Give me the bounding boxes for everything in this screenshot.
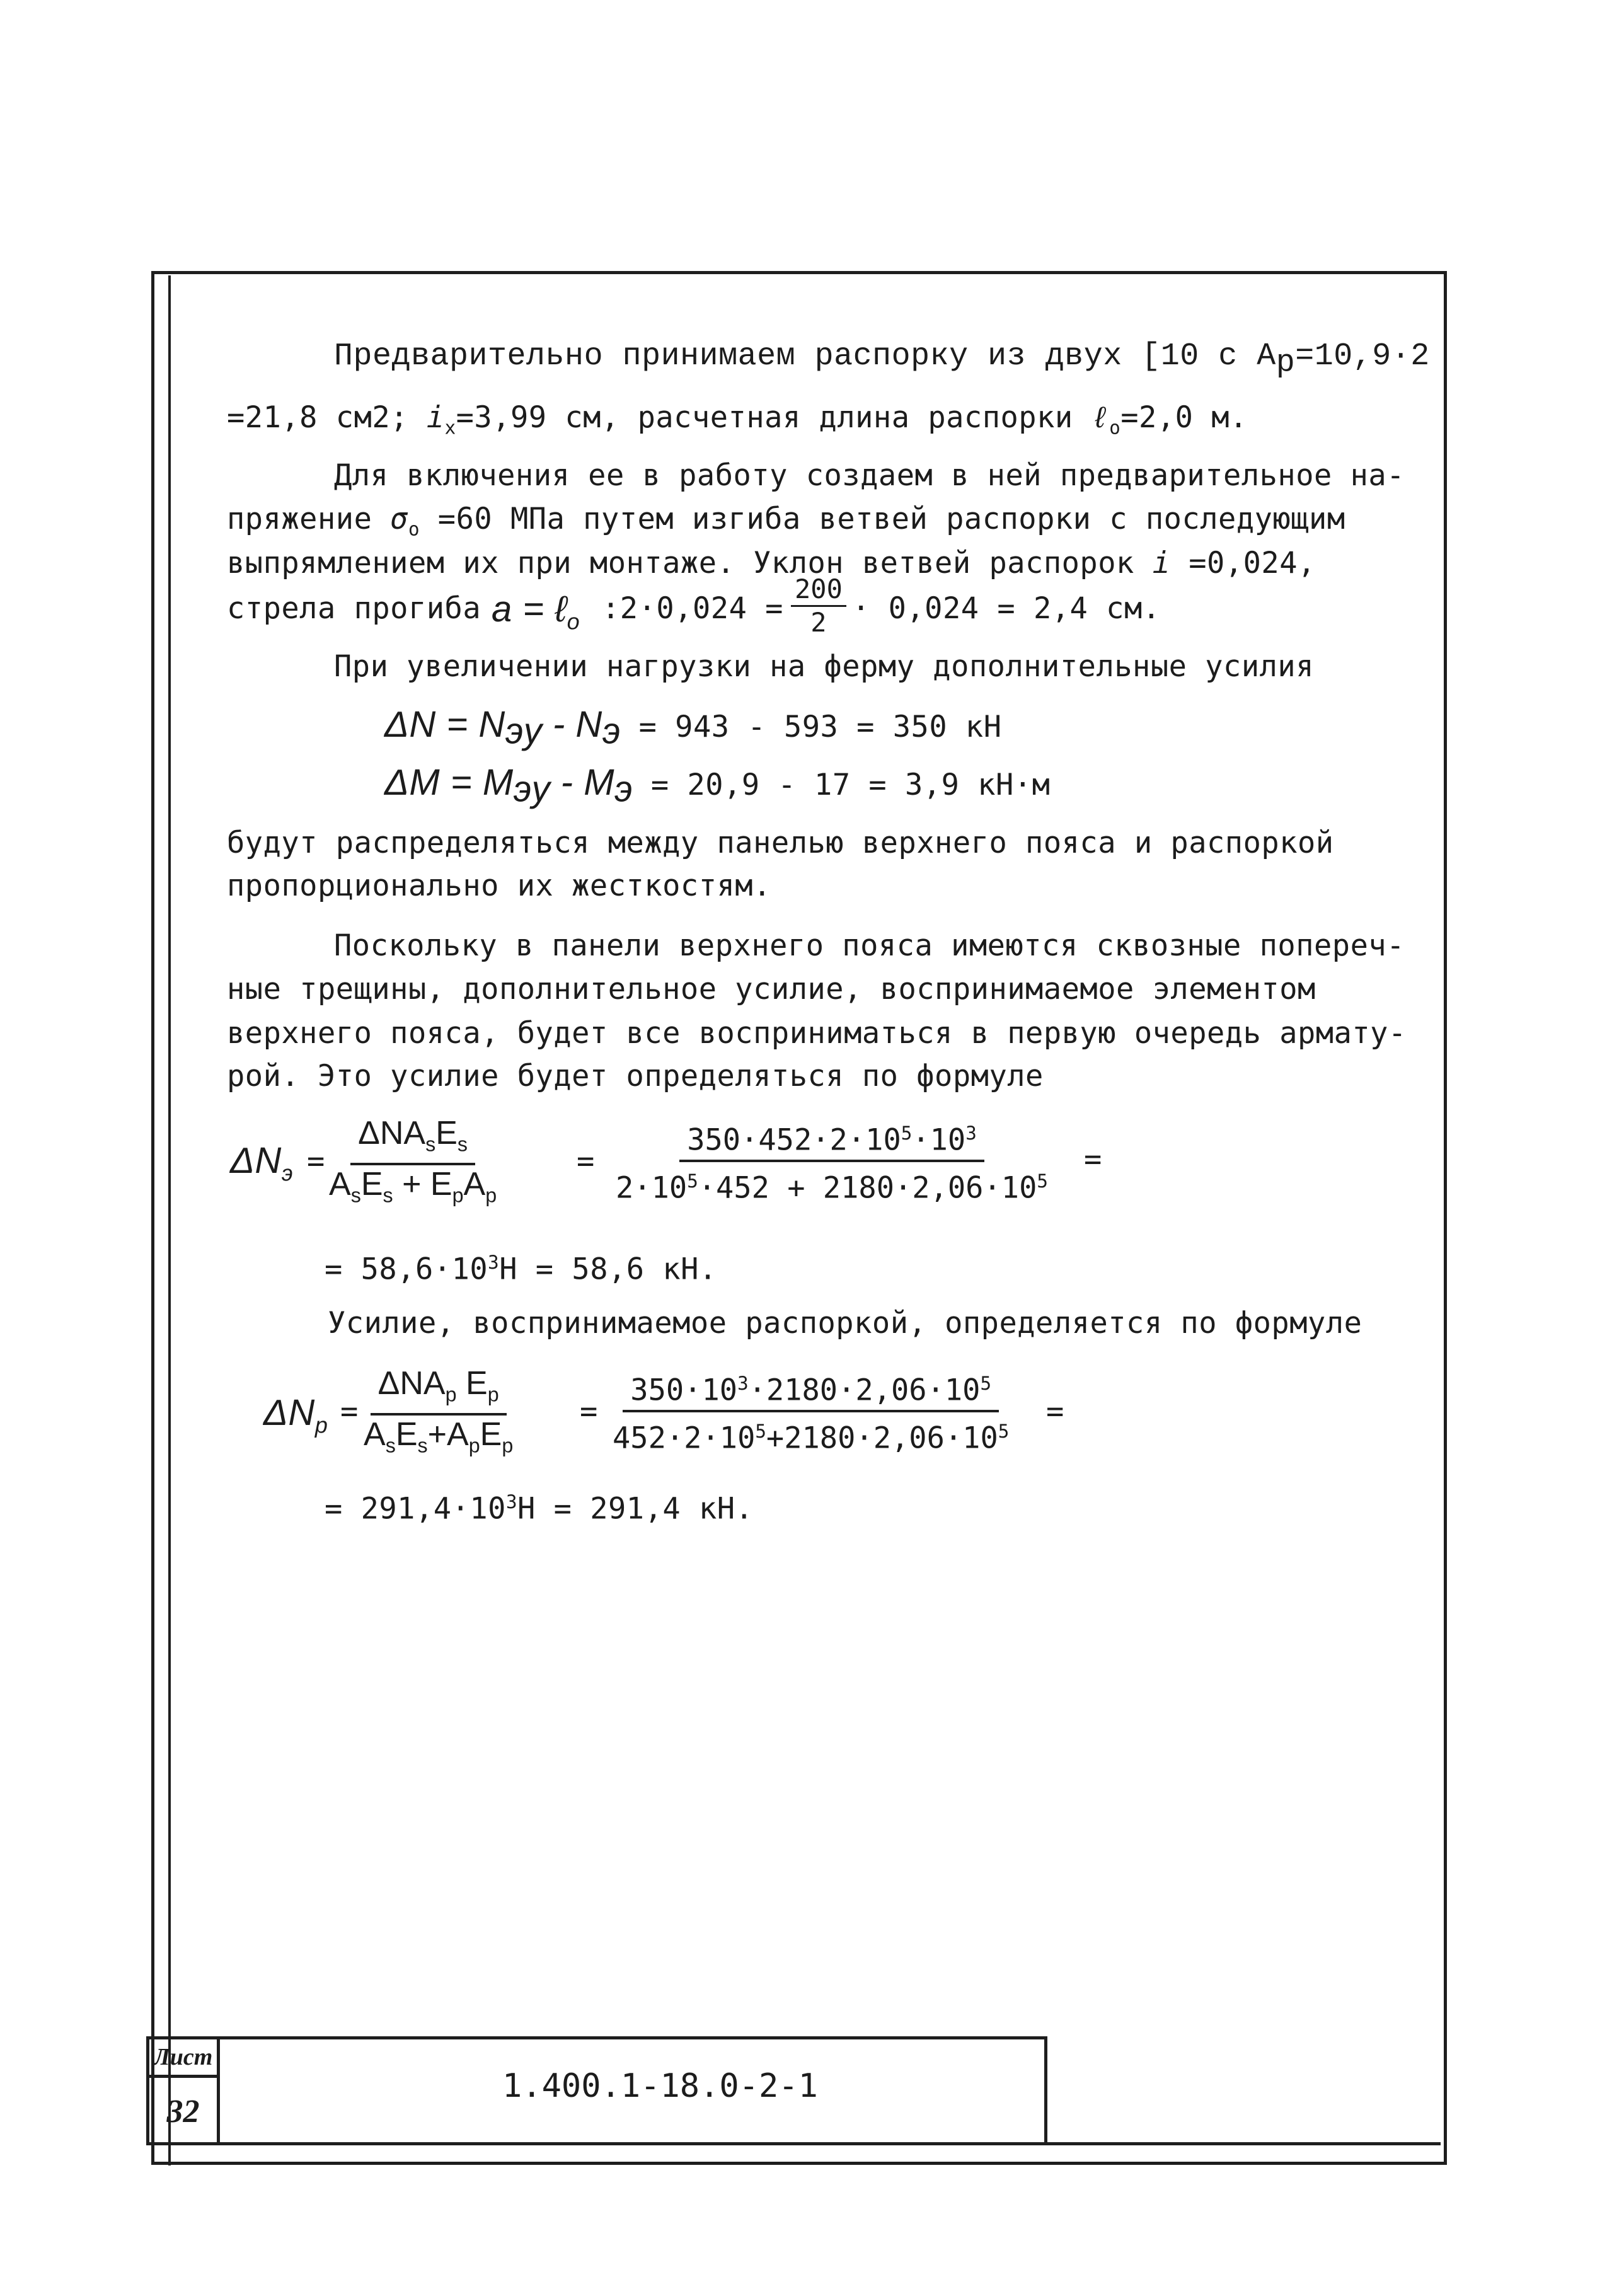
f2-result-a: = 291,4·10	[325, 1491, 506, 1526]
f1-frac1-den-sub4: p	[485, 1184, 497, 1207]
p4-line-1: Поскольку в панели верхнего пояса имеются сквозные попереч-	[334, 928, 1405, 963]
f1-frac2-den-a: 2·10	[616, 1170, 688, 1206]
f2-eq: =	[340, 1394, 359, 1429]
p2-line-2-sigma: σ	[390, 502, 408, 536]
f1-frac1-den-d: A	[463, 1166, 486, 1203]
p1-line-2-i: i	[426, 400, 445, 435]
f1-frac2-den-sup1: 5	[687, 1170, 698, 1192]
p3-eq-2	[384, 763, 1050, 809]
f1-lhs	[230, 1141, 293, 1194]
f2-frac2-den-b: +2180·2,06·10	[766, 1421, 998, 1456]
f1-frac2-num-sup2: 3	[965, 1122, 977, 1144]
sheet-number: 32	[149, 2078, 220, 2145]
p3-eq-2-lhs: ΔM = M	[384, 762, 514, 803]
f2-frac1-num	[371, 1364, 507, 1416]
p3-eq-1-sub-2: э	[602, 710, 621, 752]
f1-frac1-num-sub1: s	[425, 1133, 436, 1156]
p2-line-4-b: :2·0,024 =	[602, 591, 783, 626]
p2-line-4-c: · 0,024 = 2,4 см.	[852, 591, 1161, 626]
f1-frac1-den-a: A	[329, 1166, 351, 1203]
f1-frac2-num-sup1: 5	[901, 1122, 913, 1144]
f2-frac2-num-sup2: 5	[980, 1373, 992, 1394]
f2-frac1-num-a: ΔNA	[377, 1365, 446, 1402]
f2-frac1-den-sub2: s	[417, 1434, 428, 1457]
f2-frac1-den-c: +A	[427, 1416, 469, 1453]
p1-line-2-l: ℓ	[1091, 400, 1110, 435]
p3-eq-1-mid: - N	[542, 704, 602, 745]
p2-line-3-tail: =0,024,	[1170, 546, 1316, 580]
f2-frac1-num-sub1: p	[445, 1383, 457, 1406]
f1-frac2-den-sup2: 5	[1037, 1170, 1048, 1192]
f2-frac1-den-d: E	[480, 1416, 502, 1453]
p3-eq-1-lhs: ΔN = N	[384, 704, 505, 745]
f1-fraction-2	[608, 1114, 1056, 1207]
f2-frac2-den-sup1: 5	[755, 1420, 766, 1442]
f2-frac1-den-a: A	[364, 1416, 386, 1453]
f2-lhs	[263, 1393, 328, 1446]
p4-line-2: ные трещины, дополнительное усилие, воспринимаемое элементом	[227, 972, 1316, 1006]
f2-frac2-den-a: 452·2·10	[613, 1421, 756, 1456]
p3-eq-2-mid: - M	[550, 762, 615, 803]
p2-line-3	[227, 546, 1316, 581]
f2-frac1-den-sub3: p	[468, 1434, 480, 1457]
f1-lhs-sub: э	[281, 1160, 293, 1186]
f1-frac1-den-c: + E	[393, 1166, 452, 1203]
f1-frac1-den-b: E	[360, 1166, 383, 1203]
p3-eq-2-sub-1: эу	[513, 768, 551, 810]
p1-line-2-c: =2,0 м.	[1120, 400, 1248, 435]
f1-eq-2: =	[577, 1144, 595, 1179]
p5-line-1: Усилие, воспринимаемое распоркой, определяется по формуле	[328, 1306, 1362, 1341]
p2-line-4-a: стрела прогиба	[227, 591, 481, 626]
f1-frac2-den-b: ·452 + 2180·2,06·10	[698, 1170, 1037, 1206]
f1-frac2-den	[608, 1162, 1056, 1208]
p3-line-1: При увеличении нагрузки на ферму дополнительные усилия	[334, 649, 1315, 684]
p2-line-4-formula-sub: o	[567, 608, 580, 635]
f1-frac1-num-a: ΔNA	[358, 1115, 426, 1151]
f2-fraction-2	[605, 1364, 1016, 1457]
f2-result-sup: 3	[505, 1491, 518, 1513]
f2-lhs-sub: p	[314, 1412, 328, 1438]
p2-line-2-a: пряжение	[227, 502, 391, 536]
p1-line-1-tail: =10,9·2	[1295, 338, 1430, 374]
p3-eq-2-sub-2: э	[614, 768, 633, 810]
p2-line-1: Для включения ее в работу создаем в ней предварительное на-	[334, 458, 1405, 493]
f2-frac2-num-sup1: 3	[737, 1373, 749, 1394]
f2-frac2-num-b: ·2180·2,06·10	[748, 1373, 981, 1408]
f1-frac2-num-b: ·10	[912, 1122, 966, 1158]
p2-line-2-sigma-sub: o	[408, 518, 420, 540]
f2-frac1-den-sub4: p	[502, 1434, 514, 1457]
p3-line-3: пропорционально их жесткостям.	[227, 868, 771, 903]
f2-eq-3: =	[1046, 1394, 1064, 1429]
frame-bottom-rule	[146, 2142, 1441, 2145]
f1-frac1-den	[321, 1165, 504, 1214]
f1-eq: =	[307, 1144, 325, 1179]
p3-eq-1-rhs: = 943 - 593 = 350 кН	[620, 710, 1002, 744]
f2-frac2-den-sup2: 5	[998, 1420, 1010, 1442]
f1-result-b: Н = 58,6 кН.	[499, 1252, 717, 1287]
f2-frac1-num-sub2: p	[487, 1383, 499, 1406]
p4-line-3: верхнего пояса, будет все восприниматься в первую очередь армату-	[227, 1016, 1407, 1051]
p1-line-2-i-sub: x	[444, 417, 456, 439]
p2-line-2	[227, 502, 1345, 546]
f2-frac1-den-b: E	[395, 1416, 418, 1453]
p2-line-4-frac-num: 200	[791, 574, 846, 607]
f1-frac2-num-a: 350·452·2·10	[687, 1122, 901, 1158]
f1-frac1-num-mid: E	[435, 1115, 458, 1151]
f1-lhs-text: ΔN	[230, 1140, 282, 1181]
p3-eq-1-sub-1: эу	[505, 710, 543, 752]
p3-eq-1	[384, 705, 1002, 751]
title-block	[146, 2036, 1047, 2145]
f1-frac1-den-sub1: s	[350, 1184, 361, 1207]
f1-eq-3: =	[1084, 1142, 1102, 1177]
p3-line-2: будут распределяться между панелью верхнего пояса и распоркой	[227, 826, 1334, 860]
p2-line-3-i: i	[1152, 546, 1171, 580]
f1-result	[325, 1245, 717, 1288]
p1-line-2-a: =21,8 см2;	[227, 400, 427, 435]
f2-frac1-num-b: E	[456, 1365, 488, 1402]
p1-line-2-b: =3,99 см, расчетная длина распорки	[456, 400, 1091, 435]
p2-line-4-fraction	[791, 574, 846, 638]
f2-frac2-num	[623, 1364, 999, 1412]
f1-result-sup: 3	[488, 1252, 500, 1273]
f1-frac1-den-sub3: p	[452, 1184, 464, 1207]
f2-frac1-den-sub1: s	[385, 1434, 396, 1457]
p1-line-2	[227, 400, 1248, 445]
f1-frac1-num	[350, 1114, 475, 1165]
p2-line-4-formula	[492, 589, 580, 642]
f2-fraction-1	[356, 1364, 521, 1465]
f1-fraction-1	[321, 1114, 504, 1214]
p2-line-2-b: =60 МПа путем изгиба ветвей распорки с последующим	[420, 502, 1345, 536]
p2-line-4-frac-den: 2	[810, 607, 827, 638]
p3-eq-2-rhs: = 20,9 - 17 = 3,9 кН·м	[633, 768, 1051, 802]
f2-result	[325, 1484, 753, 1527]
f1-frac2-num	[679, 1114, 984, 1162]
p1-line-1-text: Предварительно принимаем распорку из двух [10 с A	[334, 338, 1276, 374]
f2-eq-2: =	[580, 1394, 598, 1429]
f2-frac2-den	[605, 1412, 1016, 1458]
f2-frac2-num-a: 350·10	[630, 1373, 738, 1408]
f1-frac1-den-sub2: s	[383, 1184, 393, 1207]
p1-line-1	[334, 337, 1430, 381]
p1-line-1-sub: p	[1276, 345, 1296, 381]
f2-frac1-den	[356, 1416, 521, 1464]
p1-line-2-l-sub: o	[1109, 417, 1121, 439]
document-code: 1.400.1-18.0-2-1	[502, 2067, 818, 2105]
f1-frac1-num-sub2: s	[457, 1133, 468, 1156]
p2-line-3-text: выпрямлением их при монтаже. Уклон ветвей распорок	[227, 546, 1153, 580]
f2-lhs-text: ΔN	[263, 1392, 315, 1433]
p2-line-4-formula-text: a = ℓ	[492, 589, 567, 630]
p4-line-4: рой. Это усилие будет определяться по формуле	[227, 1059, 1044, 1093]
f1-result-a: = 58,6·10	[325, 1252, 488, 1287]
f2-result-b: Н = 291,4 кН.	[517, 1491, 754, 1526]
sheet-label: Лист	[149, 2039, 220, 2078]
